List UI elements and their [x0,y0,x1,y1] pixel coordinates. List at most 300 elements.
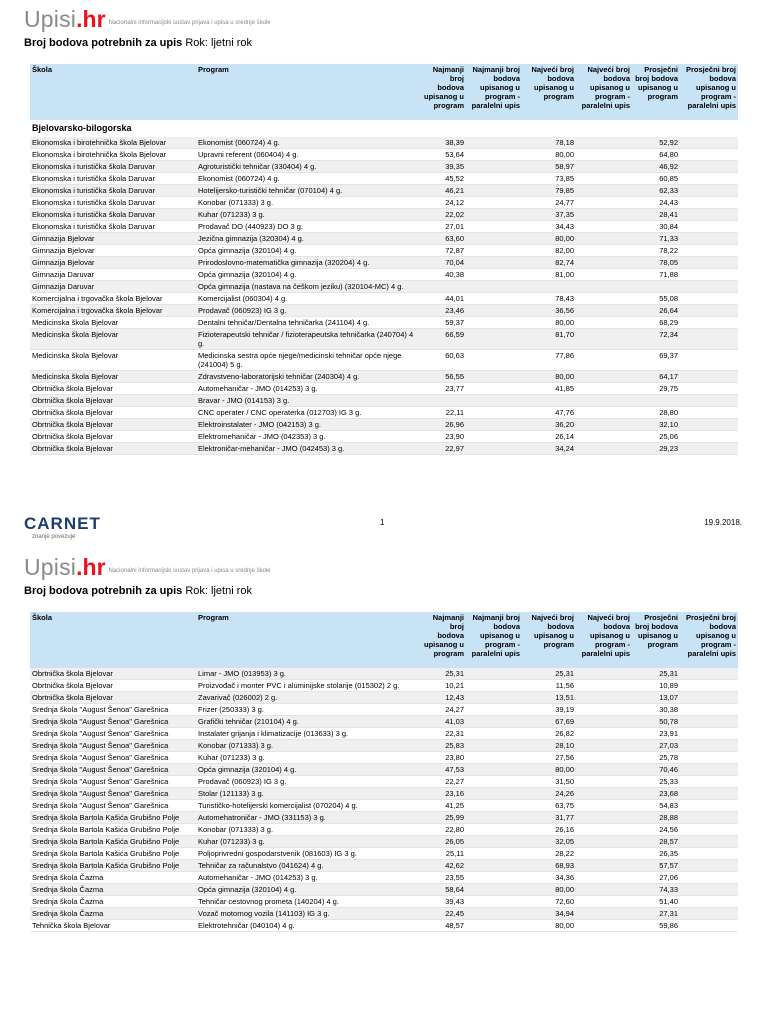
points-cell: 26,64 [632,305,680,317]
table-row [30,233,738,245]
points-cell: 30,84 [632,221,680,233]
program-cell: Opća gimnazija (320104) 4 g. [196,884,420,896]
school-cell: Obrtnička škola Bjelovar [30,383,196,395]
points-cell: 80,00 [522,317,576,329]
points-cell: 22,11 [420,407,466,419]
points-cell [576,395,632,407]
points-cell [680,281,738,293]
points-cell: 28,57 [632,836,680,848]
school-cell: Ekonomska i turistička škola Daruvar [30,209,196,221]
points-cell [466,149,522,161]
logo-tagline: Nacionalni informacijski sustav prijava i upisa u srednje škole [108,567,271,574]
points-cell: 24,43 [632,197,680,209]
points-cell [680,908,738,920]
points-cell [466,884,522,896]
program-cell: Grafički tehničar (210104) 4 g. [196,716,420,728]
table-row [30,872,738,884]
points-cell [466,728,522,740]
points-cell: 28,22 [522,848,576,860]
points-cell: 71,88 [632,269,680,281]
upisi-logo [24,554,271,581]
points-cell: 48,57 [420,920,466,932]
title-term: Rok: ljetni rok [185,37,252,49]
points-cell: 69,37 [632,350,680,371]
school-cell: Medicinska škola Bjelovar [30,350,196,371]
logo-domain: .hr [76,554,106,580]
table-row [30,305,738,317]
points-cell [576,668,632,680]
points-cell: 27,31 [632,908,680,920]
points-cell: 55,08 [632,293,680,305]
table-row [30,800,738,812]
school-cell: Ekonomska i turistička škola Daruvar [30,173,196,185]
points-cell [680,788,738,800]
points-cell: 28,10 [522,740,576,752]
points-cell [466,848,522,860]
points-cell [576,776,632,788]
points-table [30,64,738,455]
column-header: Program [196,64,420,120]
points-cell: 72,34 [632,329,680,350]
points-cell [466,350,522,371]
points-cell: 28,80 [632,407,680,419]
school-cell: Srednja škola Bartola Kašića Grubišno Polje [30,848,196,860]
points-cell [680,269,738,281]
points-cell [680,350,738,371]
table-row [30,431,738,443]
points-cell [576,209,632,221]
table-header [30,612,738,668]
school-cell: Gimnazija Daruvar [30,281,196,293]
points-cell [680,716,738,728]
points-cell [680,836,738,848]
points-cell: 52,92 [632,137,680,149]
school-cell: Gimnazija Daruvar [30,269,196,281]
points-cell: 23,55 [420,872,466,884]
points-cell: 47,53 [420,764,466,776]
points-cell: 74,33 [632,884,680,896]
points-cell: 22,97 [420,443,466,455]
points-cell [576,245,632,257]
table-row [30,860,738,872]
title-main: Broj bodova potrebnih za upis [24,585,183,597]
points-cell: 25,78 [632,752,680,764]
points-cell [466,860,522,872]
school-cell: Srednja škola "August Šenoa" Garešnica [30,728,196,740]
table-row [30,221,738,233]
program-cell: Zdravstveno-laboratorijski tehničar (240304) 4 g. [196,371,420,383]
points-cell [680,305,738,317]
points-cell: 36,20 [522,419,576,431]
points-cell [576,233,632,245]
points-cell [680,371,738,383]
points-cell: 27,56 [522,752,576,764]
table-row [30,197,738,209]
table-row [30,173,738,185]
points-cell: 29,23 [632,443,680,455]
points-cell: 13,51 [522,692,576,704]
points-cell: 70,04 [420,257,466,269]
points-cell: 31,77 [522,812,576,824]
program-cell: Kuhar (071233) 3 g. [196,752,420,764]
points-cell: 39,43 [420,896,466,908]
school-cell: Medicinska škola Bjelovar [30,329,196,350]
points-cell: 25,31 [420,668,466,680]
points-cell [576,908,632,920]
program-cell: Frizer (250333) 3 g. [196,704,420,716]
program-cell: CNC operater / CNC operaterka (012703) IG 3 g. [196,407,420,419]
school-cell: Srednja škola "August Šenoa" Garešnica [30,800,196,812]
points-cell [466,704,522,716]
points-cell [680,872,738,884]
school-cell: Obrtnička škola Bjelovar [30,407,196,419]
points-cell [466,269,522,281]
points-cell: 23,77 [420,383,466,395]
program-cell: Jezična gimnazija (320304) 4 g. [196,233,420,245]
points-cell [466,329,522,350]
points-cell: 26,14 [522,431,576,443]
points-cell: 34,43 [522,221,576,233]
carnet-logo: CARNET [24,514,101,533]
points-cell: 78,43 [522,293,576,305]
table-row [30,281,738,293]
points-cell: 28,88 [632,812,680,824]
points-cell: 23,46 [420,305,466,317]
points-cell [576,896,632,908]
points-cell: 50,78 [632,716,680,728]
points-cell: 22,45 [420,908,466,920]
points-cell [680,209,738,221]
school-cell: Obrtnička škola Bjelovar [30,680,196,692]
points-cell [576,872,632,884]
school-cell: Komercijalna i trgovačka škola Bjelovar [30,305,196,317]
points-cell: 78,22 [632,245,680,257]
points-cell [680,197,738,209]
points-cell [576,197,632,209]
points-cell: 53,64 [420,149,466,161]
column-header: Prosječni broj bodova upisanog u program [632,64,680,120]
points-cell [576,305,632,317]
program-cell: Prodavač (060923) IG 3 g. [196,776,420,788]
points-cell: 25,83 [420,740,466,752]
points-cell: 41,85 [522,383,576,395]
points-cell: 46,21 [420,185,466,197]
program-cell: Fizioterapeutski tehničar / fizioterapeutska tehničarka (240704) 4 g. [196,329,420,350]
program-cell: Elektrotehničar (040104) 4 g. [196,920,420,932]
points-cell [680,860,738,872]
program-cell: Proizvođač i monter PVC i aluminijske stolarije (015302) 2 g. [196,680,420,692]
program-cell: Zavarivač (026002) 2 g. [196,692,420,704]
school-cell: Srednja škola "August Šenoa" Garešnica [30,716,196,728]
points-cell [466,776,522,788]
column-header: Najmanji broj bodova upisanog u program - paralelni upis [466,612,522,668]
points-cell [680,848,738,860]
points-cell [576,884,632,896]
table-row [30,908,738,920]
points-cell: 59,37 [420,317,466,329]
table-row [30,350,738,371]
points-cell [576,407,632,419]
points-cell [466,431,522,443]
points-cell [680,812,738,824]
table-row [30,812,738,824]
points-cell [680,776,738,788]
points-cell: 27,01 [420,221,466,233]
school-cell: Obrtnička škola Bjelovar [30,419,196,431]
school-cell: Srednja škola Bartola Kašića Grubišno Polje [30,836,196,848]
points-cell [576,371,632,383]
points-cell: 80,00 [522,371,576,383]
points-cell [576,740,632,752]
table-row [30,407,738,419]
table-row [30,257,738,269]
points-cell [466,221,522,233]
points-cell [576,161,632,173]
points-cell [466,716,522,728]
points-cell [680,764,738,776]
points-cell: 80,00 [522,920,576,932]
points-cell: 78,18 [522,137,576,149]
points-cell: 24,12 [420,197,466,209]
school-cell: Srednja škola "August Šenoa" Garešnica [30,776,196,788]
points-cell: 23,91 [632,728,680,740]
points-cell [680,329,738,350]
points-cell [466,161,522,173]
points-cell [632,395,680,407]
points-cell: 26,05 [420,836,466,848]
program-cell: Stolar (121133) 3 g. [196,788,420,800]
points-cell: 10,21 [420,680,466,692]
points-cell: 11,56 [522,680,576,692]
points-cell: 24,26 [522,788,576,800]
points-cell [576,257,632,269]
points-cell [466,209,522,221]
program-cell: Kuhar (071233) 3 g. [196,209,420,221]
points-cell: 25,31 [632,668,680,680]
points-cell [466,908,522,920]
points-cell: 42,62 [420,860,466,872]
program-cell: Agroturistički tehničar (330404) 4 g. [196,161,420,173]
table-row [30,752,738,764]
points-cell [680,161,738,173]
points-cell [576,443,632,455]
title-term: Rok: ljetni rok [185,585,252,597]
points-cell [680,884,738,896]
table-row [30,788,738,800]
points-cell: 70,46 [632,764,680,776]
points-cell [680,740,738,752]
points-cell [576,269,632,281]
points-cell: 72,60 [522,896,576,908]
program-cell: Prodavač (060923) IG 3 g. [196,305,420,317]
school-cell: Obrtnička škola Bjelovar [30,692,196,704]
program-cell: Bravar - JMO (014153) 3 g. [196,395,420,407]
points-cell: 32,05 [522,836,576,848]
points-cell [576,752,632,764]
points-cell: 26,16 [522,824,576,836]
points-cell [466,764,522,776]
points-cell: 82,74 [522,257,576,269]
points-cell [466,383,522,395]
table-row [30,371,738,383]
table-row [30,740,738,752]
points-cell: 36,56 [522,305,576,317]
points-cell: 25,33 [632,776,680,788]
school-cell: Gimnazija Bjelovar [30,257,196,269]
program-cell: Poljoprivredni gospodarstvenik (081603) IG 3 g. [196,848,420,860]
table-row [30,884,738,896]
points-table [30,612,738,932]
points-cell: 24,77 [522,197,576,209]
program-cell: Dentalni tehničar/Dentalna tehničarka (241104) 4 g. [196,317,420,329]
points-cell: 25,11 [420,848,466,860]
program-cell: Konobar (071333) 3 g. [196,197,420,209]
points-cell [576,836,632,848]
school-cell: Srednja škola "August Šenoa" Garešnica [30,764,196,776]
points-cell [680,173,738,185]
upisi-logo [24,6,271,33]
points-cell: 80,00 [522,233,576,245]
points-cell: 44,01 [420,293,466,305]
school-cell: Ekonomska i turistička škola Daruvar [30,221,196,233]
program-cell: Kuhar (071233) 3 g. [196,836,420,848]
column-header: Najmanji broj bodova upisanog u program [420,64,466,120]
points-cell [576,350,632,371]
school-cell: Srednja škola "August Šenoa" Garešnica [30,704,196,716]
points-cell [466,305,522,317]
points-cell: 71,33 [632,233,680,245]
points-cell [680,824,738,836]
points-cell [420,281,466,293]
points-cell: 58,64 [420,884,466,896]
points-cell: 60,85 [632,173,680,185]
points-cell [680,680,738,692]
program-cell: Prirodoslovno-matematička gimnazija (320204) 4 g. [196,257,420,269]
table-row [30,443,738,455]
points-cell: 10,89 [632,680,680,692]
school-cell: Ekonomska i turistička škola Daruvar [30,197,196,209]
program-cell: Hotelijersko-turistički tehničar (070104) 4 g. [196,185,420,197]
points-cell: 77,86 [522,350,576,371]
points-cell [576,317,632,329]
points-cell: 51,40 [632,896,680,908]
column-header: Prosječni broj bodova upisanog u program - paralelni upis [680,612,738,668]
column-header: Najveći broj bodova upisanog u program - paralelni upis [576,64,632,120]
points-cell: 78,05 [632,257,680,269]
points-cell [576,812,632,824]
program-cell: Automehaničar - JMO (014253) 3 g. [196,383,420,395]
points-cell [576,860,632,872]
points-cell [680,317,738,329]
points-cell: 60,63 [420,350,466,371]
page-number: 1 [380,518,385,527]
points-cell: 80,00 [522,149,576,161]
points-cell [576,173,632,185]
column-header: Najmanji broj bodova upisanog u program [420,612,466,668]
page-footer [0,514,768,544]
column-header: Prosječni broj bodova upisanog u program [632,612,680,668]
points-cell [466,281,522,293]
table-row [30,209,738,221]
school-cell: Komercijalna i trgovačka škola Bjelovar [30,293,196,305]
points-cell: 22,02 [420,209,466,221]
points-cell [680,668,738,680]
table-row [30,692,738,704]
program-cell: Opća gimnazija (nastava na češkom jeziku) (320104-MC) 4 g. [196,281,420,293]
points-cell [576,716,632,728]
table-row [30,896,738,908]
points-cell: 56,55 [420,371,466,383]
table-row [30,419,738,431]
column-header: Najveći broj bodova upisanog u program [522,64,576,120]
points-cell [576,800,632,812]
points-cell [466,371,522,383]
points-cell [680,137,738,149]
points-cell [680,245,738,257]
program-cell: Konobar (071333) 3 g. [196,740,420,752]
school-cell: Obrtnička škola Bjelovar [30,431,196,443]
points-cell: 39,35 [420,161,466,173]
table-row [30,824,738,836]
logo-text: Upisi [24,6,77,32]
points-cell: 68,29 [632,317,680,329]
points-cell [680,257,738,269]
page-title [24,585,252,597]
program-cell: Upravni referent (060404) 4 g. [196,149,420,161]
program-cell: Vozač motornog vozila (141103) IG 3 g. [196,908,420,920]
school-cell: Obrtnička škola Bjelovar [30,395,196,407]
program-cell: Opća gimnazija (320104) 4 g. [196,245,420,257]
points-cell: 23,80 [420,752,466,764]
program-cell: Elektromehaničar - JMO (042353) 3 g. [196,431,420,443]
points-cell: 39,19 [522,704,576,716]
table-row [30,680,738,692]
column-header: Najveći broj bodova upisanog u program [522,612,576,668]
points-cell [632,281,680,293]
points-cell: 38,39 [420,137,466,149]
table-row [30,317,738,329]
table-row [30,716,738,728]
points-cell: 26,96 [420,419,466,431]
logo-text: Upisi [24,554,77,580]
points-cell [576,329,632,350]
points-cell [522,395,576,407]
points-cell [466,257,522,269]
points-cell: 64,17 [632,371,680,383]
logo-domain: .hr [76,6,106,32]
points-cell [680,419,738,431]
points-cell [466,185,522,197]
points-cell [576,431,632,443]
points-cell [576,185,632,197]
points-cell: 64,80 [632,149,680,161]
points-cell: 28,41 [632,209,680,221]
points-cell [576,764,632,776]
table-row [30,245,738,257]
points-cell [466,245,522,257]
points-cell [466,173,522,185]
points-cell: 41,25 [420,800,466,812]
school-cell: Srednja škola "August Šenoa" Garešnica [30,788,196,800]
points-cell [680,704,738,716]
points-cell [680,395,738,407]
points-cell [576,419,632,431]
region-name: Bjelovarsko-bilogorska [32,123,132,133]
program-cell: Opća gimnazija (320104) 4 g. [196,269,420,281]
points-cell: 81,70 [522,329,576,350]
points-cell [680,692,738,704]
points-cell: 30,38 [632,704,680,716]
